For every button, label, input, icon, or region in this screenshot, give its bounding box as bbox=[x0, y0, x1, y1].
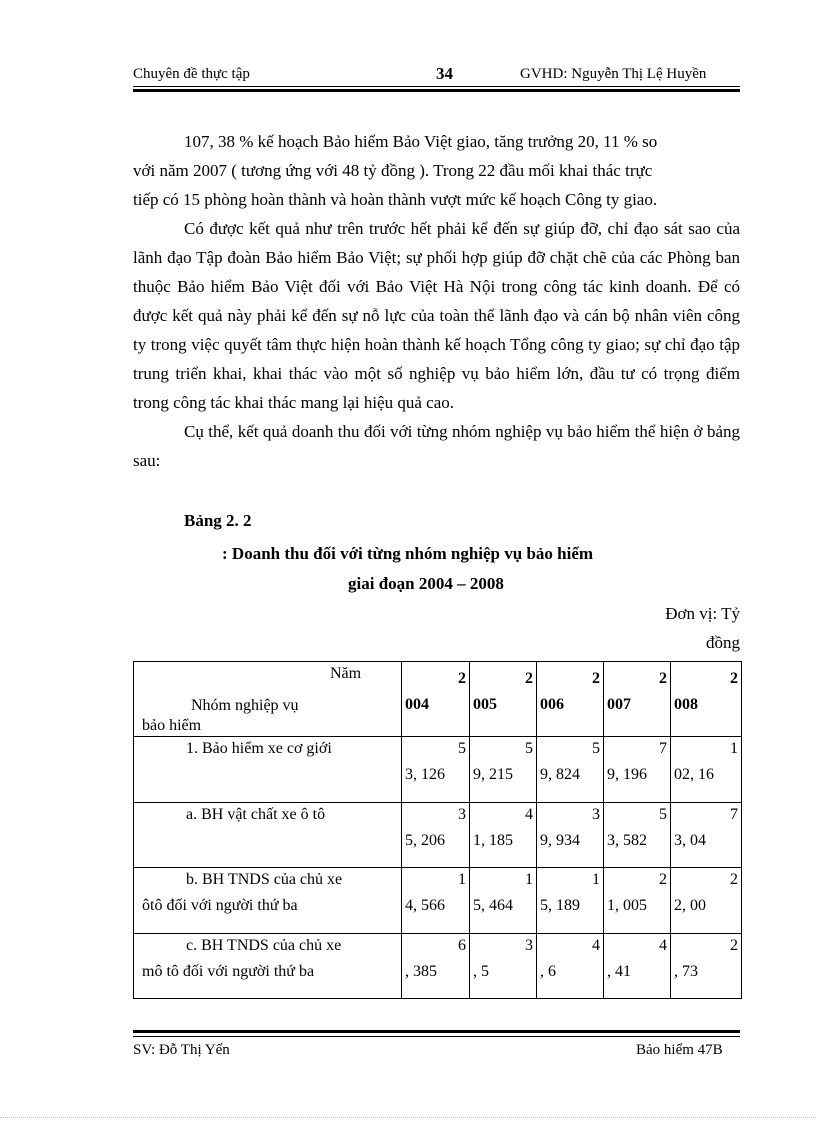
table-header-row bbox=[134, 662, 742, 737]
value-top: 3 bbox=[458, 806, 466, 823]
revenue-table bbox=[133, 661, 742, 999]
row-label-line-2: ôtô đối với người thứ ba bbox=[142, 897, 298, 914]
value-top: 1 bbox=[525, 871, 533, 888]
year-header-cell bbox=[402, 662, 470, 737]
value-bottom: 02, 16 bbox=[674, 766, 714, 783]
value-bottom: 9, 196 bbox=[607, 766, 647, 783]
value-bottom: , 41 bbox=[607, 963, 631, 980]
value-top: 4 bbox=[525, 806, 533, 823]
year-rest: 007 bbox=[607, 696, 631, 713]
value-top: 7 bbox=[730, 806, 738, 823]
value-bottom: 5, 464 bbox=[473, 897, 513, 914]
footer-right: Bảo hiểm 47B bbox=[636, 1042, 723, 1058]
row-label-line-1: c. BH TNDS của chủ xe bbox=[186, 937, 342, 954]
value-bottom: 1, 185 bbox=[473, 832, 513, 849]
row-label-cell bbox=[134, 934, 402, 999]
value-top: 7 bbox=[659, 740, 667, 757]
value-cell bbox=[470, 868, 537, 934]
row-label-line-1: a. BH vật chất xe ô tô bbox=[186, 806, 326, 823]
page-number: 34 bbox=[436, 64, 453, 83]
value-cell bbox=[671, 934, 742, 999]
year-digit: 2 bbox=[458, 670, 466, 687]
value-cell bbox=[470, 934, 537, 999]
value-cell bbox=[470, 737, 537, 803]
unit-line-2: đồng bbox=[706, 633, 740, 652]
value-bottom: 9, 934 bbox=[540, 832, 580, 849]
value-cell bbox=[604, 803, 671, 868]
year-header-cell bbox=[604, 662, 671, 737]
header-group-label-line-1: Nhóm nghiệp vụ bbox=[191, 697, 299, 714]
value-cell bbox=[537, 868, 604, 934]
header-year-label: Năm bbox=[330, 665, 362, 682]
value-cell bbox=[537, 803, 604, 868]
value-cell bbox=[671, 803, 742, 868]
paragraph-1-line-2: với năm 2007 ( tương ứng với 48 tỷ đồng ). Trong 22 đầu mối khai thác trực bbox=[133, 161, 653, 180]
value-top: 5 bbox=[659, 806, 667, 823]
value-cell bbox=[671, 737, 742, 803]
value-top: 3 bbox=[592, 806, 600, 823]
table-row bbox=[134, 803, 742, 868]
paragraph-2: Có được kết quả như trên trước hết phải kể đến sự giúp đỡ, chỉ đạo sát sao của lãnh đạo Tập đoàn Bảo hiểm Bảo Việt; sự phối hợp giúp đỡ chặt chẽ của các Phòng ban thuộc Bảo hiểm Bảo Việt đối với Bảo Việt Hà Nội trong công tác kinh doanh. Để có được kết quả này phải kể đến sự nỗ lực của toàn thể lãnh đạo và cán bộ nhân viên công ty trong việc quyết tâm thực hiện hoàn thành kế hoạch Tổng công ty giao; sự chỉ đạo tập trung triển khai, khai thác vào một số nghiệp vụ bảo hiểm lớn, đầu tư có trọng điểm trong công tác khai thác mang lại hiệu quả cao. bbox=[133, 219, 740, 412]
year-rest: 008 bbox=[674, 696, 698, 713]
value-top: 2 bbox=[730, 871, 738, 888]
value-top: 1 bbox=[730, 740, 738, 757]
value-top: 1 bbox=[458, 871, 466, 888]
unit-line-1: Đơn vị: Tỷ bbox=[665, 604, 740, 623]
value-top: 5 bbox=[525, 740, 533, 757]
table-row bbox=[134, 934, 742, 999]
value-bottom: 2, 00 bbox=[674, 897, 706, 914]
value-cell bbox=[604, 868, 671, 934]
footer-left: SV: Đỗ Thị Yến bbox=[133, 1042, 230, 1058]
year-rest: 006 bbox=[540, 696, 564, 713]
year-rest: 004 bbox=[405, 696, 429, 713]
value-cell bbox=[402, 737, 470, 803]
value-top: 2 bbox=[730, 937, 738, 954]
value-cell bbox=[671, 868, 742, 934]
value-bottom: 9, 824 bbox=[540, 766, 580, 783]
year-digit: 2 bbox=[730, 670, 738, 687]
value-top: 4 bbox=[659, 937, 667, 954]
year-header-cell bbox=[537, 662, 604, 737]
value-bottom: 1, 005 bbox=[607, 897, 647, 914]
table-title-line-2: giai đoạn 2004 – 2008 bbox=[348, 574, 504, 593]
table-row bbox=[134, 737, 742, 803]
row-label-cell bbox=[134, 803, 402, 868]
row-label-line-1: 1. Bảo hiểm xe cơ giới bbox=[186, 740, 332, 757]
value-cell bbox=[604, 737, 671, 803]
value-top: 1 bbox=[592, 871, 600, 888]
header-group-label-line-2: bảo hiểm bbox=[142, 717, 202, 734]
footer-rule-thick bbox=[133, 1030, 740, 1033]
value-cell bbox=[537, 934, 604, 999]
value-top: 4 bbox=[592, 937, 600, 954]
page-edge-divider bbox=[0, 1117, 816, 1118]
table-label: Bảng 2. 2 bbox=[184, 511, 252, 530]
value-top: 5 bbox=[592, 740, 600, 757]
value-bottom: 3, 04 bbox=[674, 832, 706, 849]
table-row bbox=[134, 868, 742, 934]
value-bottom: 5, 206 bbox=[405, 832, 445, 849]
value-top: 3 bbox=[525, 937, 533, 954]
paragraph-3: Cụ thể, kết quả doanh thu đối với từng nhóm nghiệp vụ bảo hiểm thể hiện ở bảng sau: bbox=[133, 422, 740, 470]
paragraph-1-line-1: 107, 38 % kế hoạch Bảo hiểm Bảo Việt giao, tăng trưởng 20, 11 % so bbox=[184, 132, 658, 151]
paragraph-1 bbox=[133, 127, 740, 214]
table-title-line-1: : Doanh thu đối với từng nhóm nghiệp vụ bảo hiểm bbox=[222, 544, 594, 563]
value-bottom: 5, 189 bbox=[540, 897, 580, 914]
value-top: 6 bbox=[458, 937, 466, 954]
paragraph-1-line-3: tiếp có 15 phòng hoàn thành và hoàn thành vượt mức kế hoạch Công ty giao. bbox=[133, 190, 658, 209]
value-cell bbox=[604, 934, 671, 999]
footer-rule-thin bbox=[133, 1036, 740, 1037]
year-digit: 2 bbox=[525, 670, 533, 687]
value-cell bbox=[402, 934, 470, 999]
header-rule-thin bbox=[133, 86, 740, 87]
value-bottom: 3, 582 bbox=[607, 832, 647, 849]
value-cell bbox=[402, 868, 470, 934]
value-bottom: 9, 215 bbox=[473, 766, 513, 783]
value-bottom: , 5 bbox=[473, 963, 489, 980]
row-label-line-1: b. BH TNDS của chủ xe bbox=[186, 871, 343, 888]
header-rule-thick bbox=[133, 89, 740, 92]
year-header-cell bbox=[671, 662, 742, 737]
value-bottom: , 6 bbox=[540, 963, 556, 980]
row-label-cell bbox=[134, 868, 402, 934]
row-label-cell bbox=[134, 737, 402, 803]
year-digit: 2 bbox=[592, 670, 600, 687]
value-bottom: , 385 bbox=[405, 963, 437, 980]
value-bottom: 4, 566 bbox=[405, 897, 445, 914]
header-corner-cell bbox=[134, 662, 402, 737]
value-cell bbox=[402, 803, 470, 868]
year-header-cell bbox=[470, 662, 537, 737]
body-text bbox=[133, 127, 740, 475]
value-bottom: 3, 126 bbox=[405, 766, 445, 783]
year-digit: 2 bbox=[659, 670, 667, 687]
value-cell bbox=[537, 737, 604, 803]
value-bottom: , 73 bbox=[674, 963, 698, 980]
year-rest: 005 bbox=[473, 696, 497, 713]
header-right: GVHD: Nguyễn Thị Lệ Huyền bbox=[520, 66, 707, 82]
header-left: Chuyên đề thực tập bbox=[133, 66, 250, 82]
value-top: 5 bbox=[458, 740, 466, 757]
row-label-line-2: mô tô đối với người thứ ba bbox=[142, 963, 315, 980]
value-cell bbox=[470, 803, 537, 868]
value-top: 2 bbox=[659, 871, 667, 888]
